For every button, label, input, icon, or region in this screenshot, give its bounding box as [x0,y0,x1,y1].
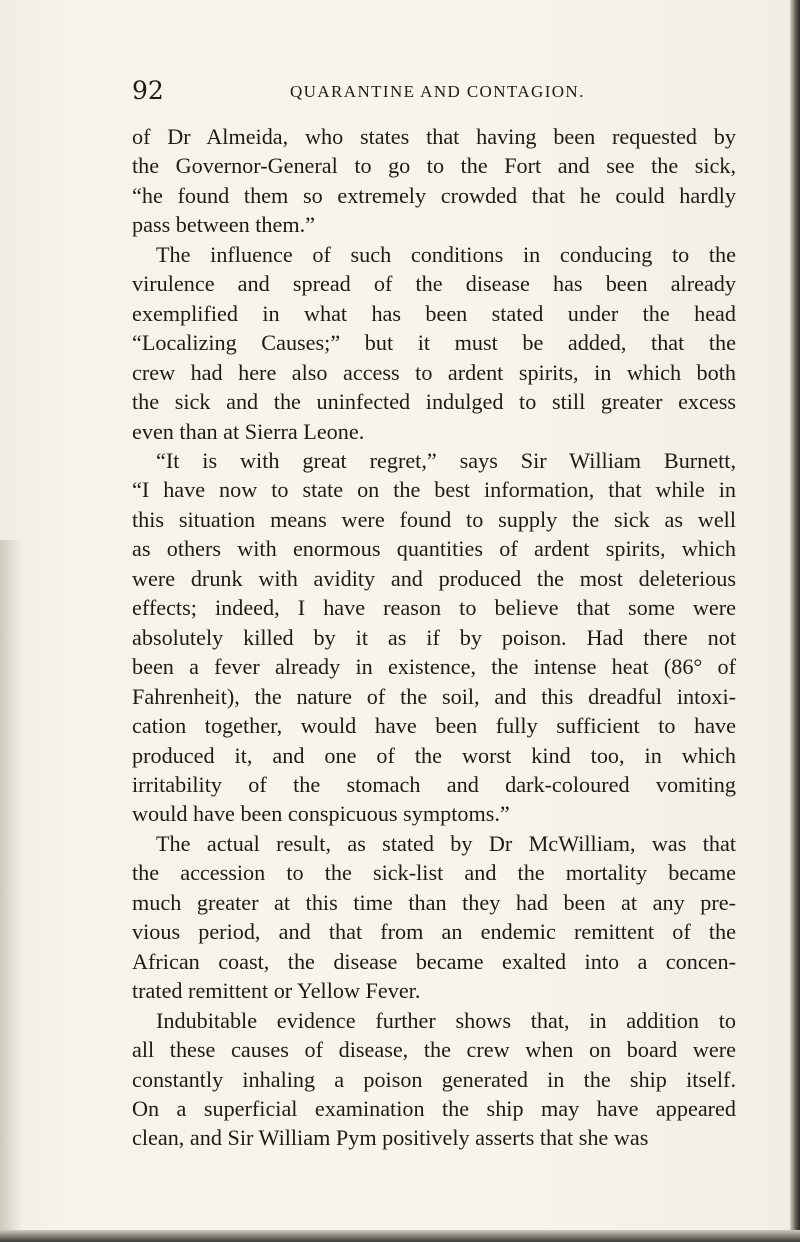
text-line: pass between them.” [132,212,315,238]
text-line: much greater at this time than they had been at any pre- [132,889,736,915]
page-bottom-edge [0,1230,800,1242]
text-line: The influence of such conditions in conducing to the [156,241,736,267]
text-line: produced it, and one of the worst kind too, in which [132,742,736,768]
text-line: irritability of the stomach and dark-coloured vomiting [132,771,736,797]
text-line: absolutely killed by it as if by poison. Had there not [132,624,736,650]
text-line: vious period, and that from an endemic remittent of the [132,919,736,945]
paragraph [132,240,736,446]
text-line: African coast, the disease became exalted into a concen- [132,948,736,974]
body-text [132,122,736,1153]
text-line: all these causes of disease, the crew when on board were [132,1037,736,1063]
running-head: QUARANTINE AND CONTAGION. [290,82,585,101]
text-line: as others with enormous quantities of ardent spirits, which [132,536,736,562]
text-line: effects; indeed, I have reason to believe that some were [132,595,736,621]
paragraph [132,1006,736,1153]
text-line: “Localizing Causes;” but it must be added, that the [132,330,736,356]
paragraph [132,829,736,1006]
page-number: 92 [132,76,164,105]
paragraph [132,446,736,829]
text-line: cation together, would have been fully sufficient to have [132,713,736,739]
text-line: trated remittent or Yellow Fever. [132,978,421,1004]
page-right-edge [790,0,800,1242]
text-line: would have been conspicuous symptoms.” [132,801,510,827]
text-line: On a superficial examination the ship may have appeared [132,1095,736,1121]
page-header [132,76,732,106]
text-line: crew had here also access to ardent spirits, in which both [132,359,736,385]
text-line: the accession to the sick-list and the mortality became [132,860,736,886]
page-gutter-shadow [0,540,22,1240]
text-line: Indubitable evidence further shows that, in addition to [156,1007,736,1033]
text-line: this situation means were found to supply the sick as well [132,506,736,532]
text-line: of Dr Almeida, who states that having been requested by [132,124,736,149]
text-line: virulence and spread of the disease has been already [132,271,736,297]
text-line: been a fever already in existence, the intense heat (86° of [132,654,736,680]
text-line: the sick and the uninfected indulged to still greater excess [132,389,736,415]
text-line: Fahrenheit), the nature of the soil, and this dreadful intoxi- [132,683,736,709]
text-line: “he found them so extremely crowded that he could hardly [132,182,736,208]
text-line: “I have now to state on the best information, that while in [132,477,736,503]
text-line: exemplified in what has been stated under the head [132,300,736,326]
text-line: were drunk with avidity and produced the most deleterious [132,565,736,591]
text-line: the Governor-General to go to the Fort and see the sick, [132,153,736,179]
text-line: clean, and Sir William Pym positively asserts that she was [132,1125,649,1151]
paragraph [132,122,736,240]
text-line: constantly inhaling a poison generated in the ship itself. [132,1066,736,1092]
text-line: The actual result, as stated by Dr McWilliam, was that [156,830,736,856]
text-line: even than at Sierra Leone. [132,418,365,444]
text-line: “It is with great regret,” says Sir William Burnett, [156,447,736,473]
